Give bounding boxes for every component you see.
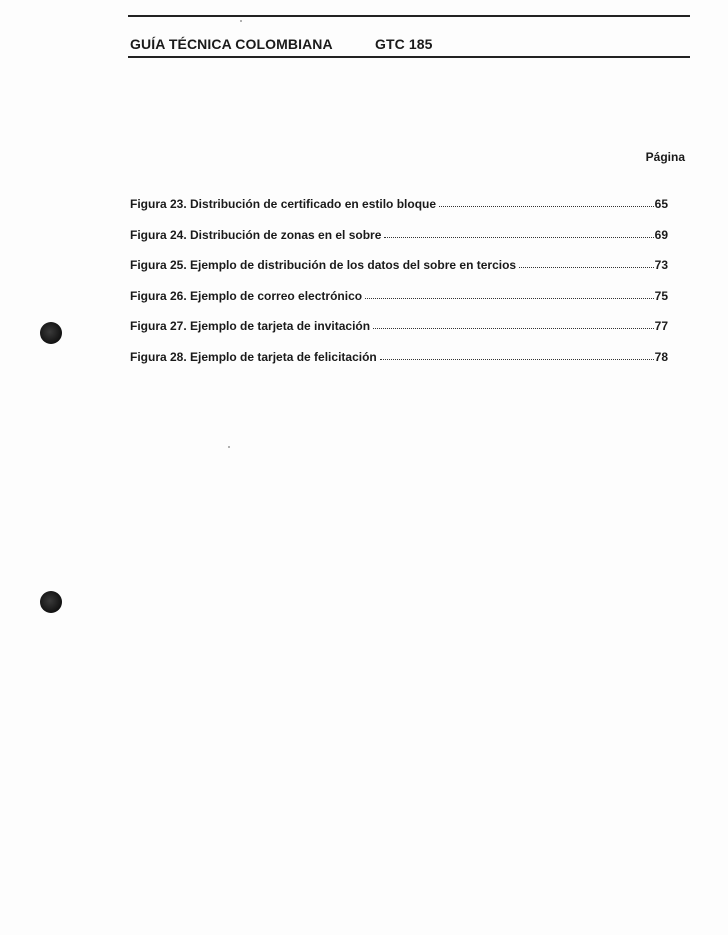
dot-leader — [384, 227, 653, 239]
toc-entry-page: 77 — [654, 319, 668, 333]
toc-entry — [130, 318, 668, 349]
page-column-label: Página — [645, 150, 685, 164]
toc-entry-label: Figura 27. Ejemplo de tarjeta de invitación — [130, 319, 371, 333]
header-top-rule — [128, 15, 690, 17]
dot-leader — [519, 257, 654, 269]
scan-speck — [240, 20, 242, 22]
running-header — [130, 36, 433, 52]
toc-entry-page: 78 — [654, 349, 668, 364]
dot-leader — [380, 349, 654, 361]
scan-speck — [228, 446, 230, 448]
dot-leader — [439, 196, 654, 208]
dot-leader — [365, 288, 654, 300]
toc-entry-label: Figura 23. Distribución de certificado en estilo bloque — [130, 197, 437, 211]
toc-entry-label: Figura 28. Ejemplo de tarjeta de felicitación — [130, 349, 377, 364]
toc-entry-page: 75 — [654, 288, 668, 303]
header-bottom-rule — [128, 56, 690, 58]
figure-list — [130, 196, 668, 379]
toc-entry — [130, 257, 668, 288]
punch-hole — [40, 591, 62, 613]
toc-entry-page: 65 — [654, 197, 668, 211]
toc-entry — [130, 227, 668, 258]
toc-entry — [130, 288, 668, 319]
toc-entry-label: Figura 24. Distribución de zonas en el sobre — [130, 227, 382, 242]
guide-title: GUÍA TÉCNICA COLOMBIANA — [130, 36, 333, 52]
toc-entry — [130, 196, 668, 227]
toc-entry-page: 69 — [654, 227, 668, 242]
toc-entry-label: Figura 26. Ejemplo de correo electrónico — [130, 288, 363, 303]
toc-entry — [130, 349, 668, 380]
punch-hole — [40, 322, 62, 344]
toc-entry-label: Figura 25. Ejemplo de distribución de los datos del sobre en tercios — [130, 258, 517, 272]
document-code: GTC 185 — [375, 36, 433, 52]
toc-entry-page: 73 — [654, 258, 668, 272]
dot-leader — [373, 318, 654, 330]
